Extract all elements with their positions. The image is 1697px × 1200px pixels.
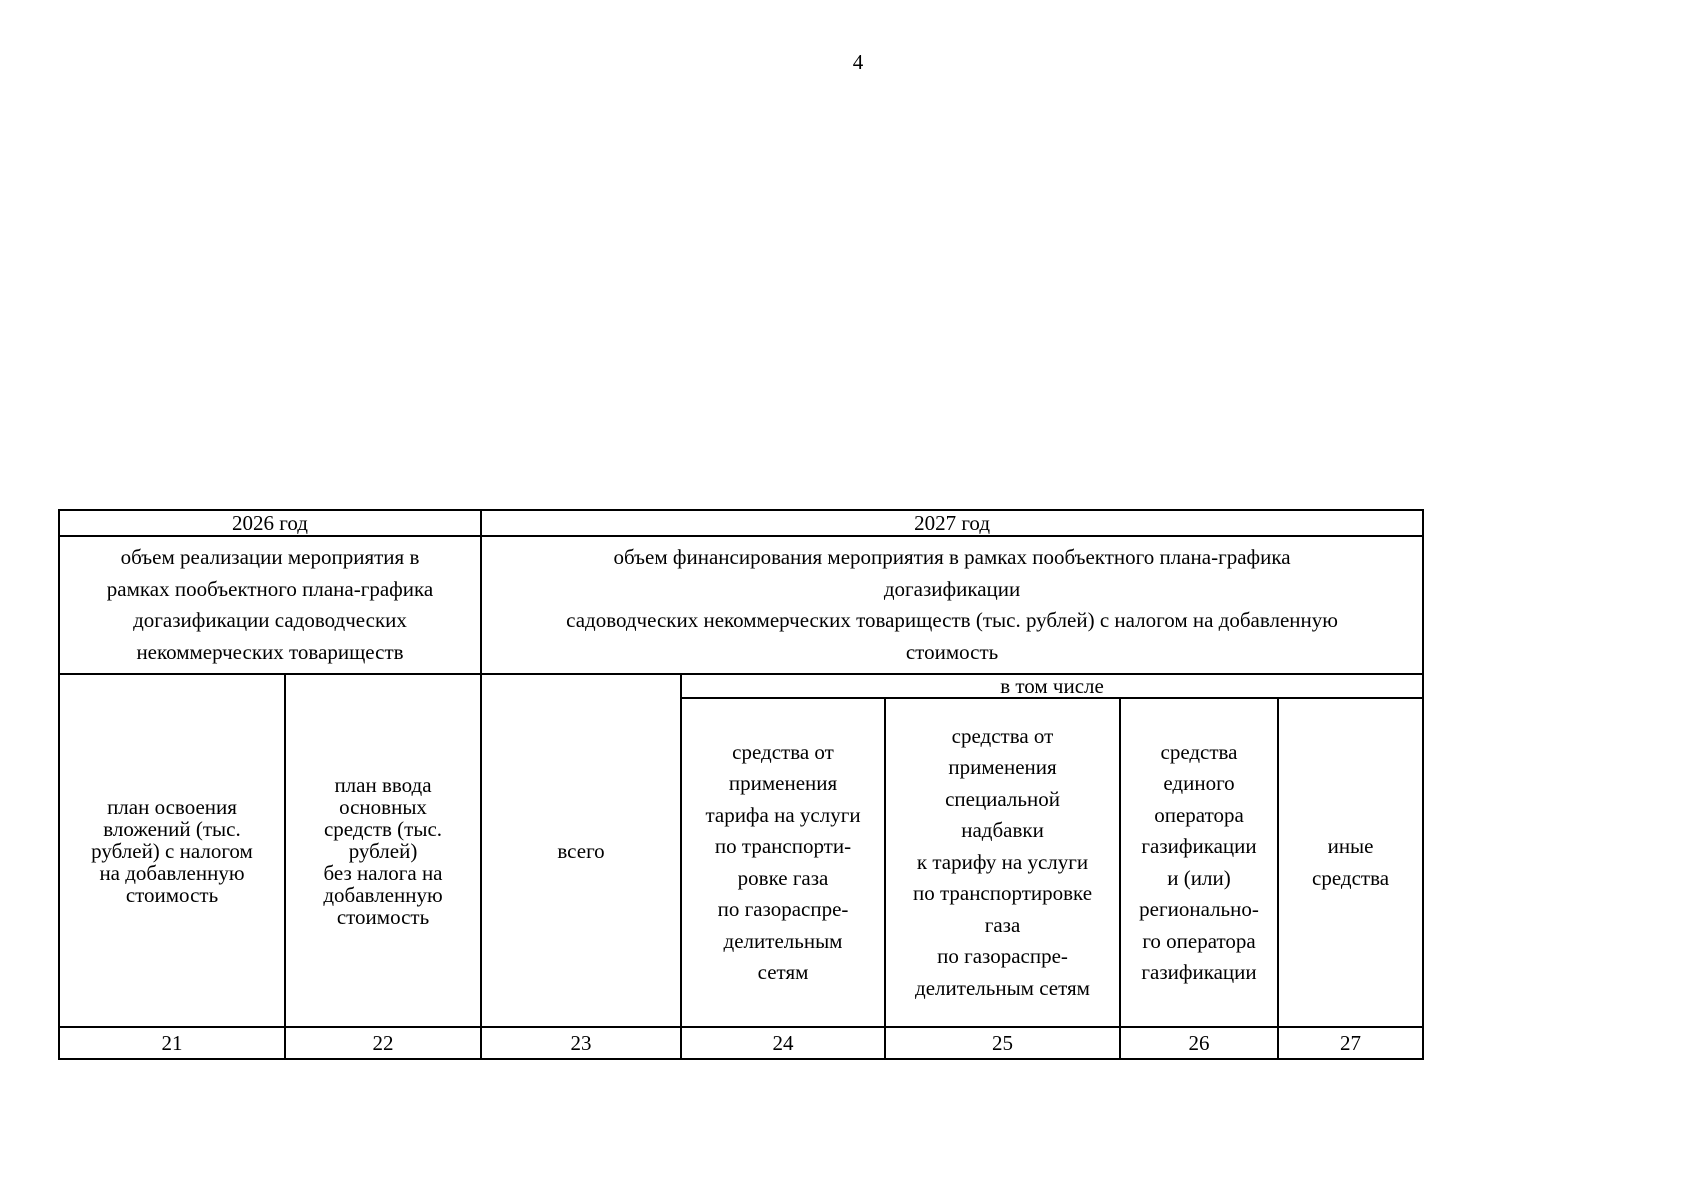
column-number: 27 — [1278, 1027, 1423, 1059]
column-header: средства от применения тарифа на услуги по транспорти- ровке газа по газораспре- делительным сетям — [681, 698, 885, 1027]
column-number: 23 — [481, 1027, 681, 1059]
year-header-row — [59, 510, 1423, 536]
column-header: средства единого оператора газификации и (или) регионально- го оператора газификации — [1120, 698, 1278, 1027]
column-number-row — [59, 1027, 1423, 1059]
column-number: 25 — [885, 1027, 1120, 1059]
including-header: в том числе — [681, 674, 1423, 698]
financing-volume-header: объем финансирования мероприятия в рамках пообъектного плана-графика догазификации садоводческих некоммерческих товариществ (тыс. рублей) с налогом на добавленную стоимость — [481, 536, 1423, 674]
description-row — [59, 536, 1423, 674]
including-row — [59, 674, 1423, 698]
column-header: план ввода основных средств (тыс. рублей) без налога на добавленную стоимость — [285, 674, 481, 1027]
column-header: всего — [481, 674, 681, 1027]
implementation-volume-header: объем реализации мероприятия в рамках пообъектного плана-графика догазификации садоводческих некоммерческих товариществ — [59, 536, 481, 674]
column-number: 24 — [681, 1027, 885, 1059]
column-header: план освоения вложений (тыс. рублей) с налогом на добавленную стоимость — [59, 674, 285, 1027]
column-number: 22 — [285, 1027, 481, 1059]
financing-table — [58, 509, 1424, 1060]
column-header: иные средства — [1278, 698, 1423, 1027]
page-number: 4 — [852, 50, 864, 74]
year-2027-header: 2027 год — [481, 510, 1423, 536]
column-header: средства от применения специальной надбавки к тарифу на услуги по транспортировке газа по газораспре- делительным сетям — [885, 698, 1120, 1027]
column-number: 26 — [1120, 1027, 1278, 1059]
column-number: 21 — [59, 1027, 285, 1059]
year-2026-header: 2026 год — [59, 510, 481, 536]
